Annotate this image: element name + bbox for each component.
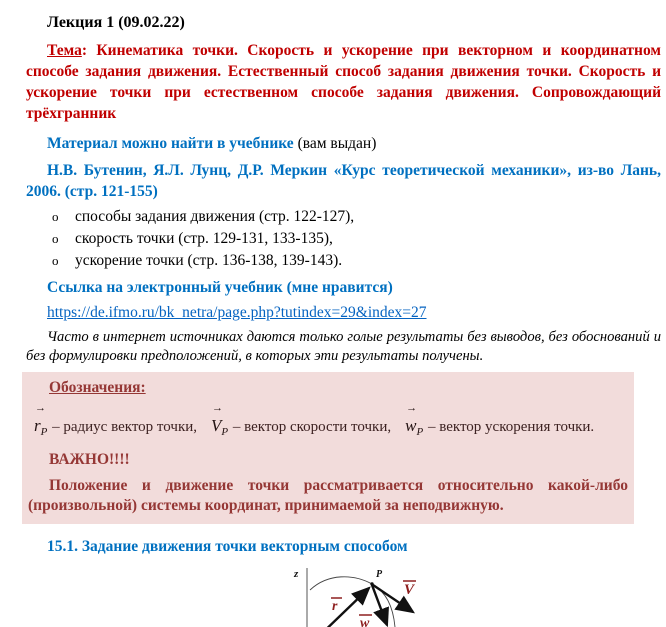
vector-diagram <box>280 564 460 627</box>
definition-text: – вектор ускорения точки. <box>427 419 595 435</box>
section-heading: 15.1. Задание движения точки векторным способом <box>47 538 408 555</box>
important-statement: Положение и движение точки рассматривается относительно какой-либо (произвольной) системы координат, принимаемой за неподвижную. <box>28 477 628 514</box>
list-item <box>26 228 661 250</box>
list-item-text: скорость точки (стр. 129-131, 133-135), <box>75 230 333 247</box>
list-item <box>26 206 661 228</box>
notation-heading <box>28 379 628 397</box>
italic-note: Часто в интернет источниках даются только голые результаты без выводов, без обоснований и без формулировки предположений, в которых эти результаты получены. <box>26 329 661 364</box>
point-p-label: P <box>376 569 383 580</box>
acceleration-vector-symbol <box>405 402 424 438</box>
ebook-link-paragraph <box>26 304 661 322</box>
symbol-letter: r <box>34 416 41 435</box>
vector-arrow-icon: → <box>212 402 224 414</box>
symbol-subscript: P <box>416 426 424 438</box>
acceleration-vector-arrow <box>372 585 387 625</box>
material-lead: Материал можно найти в учебнике <box>47 135 294 152</box>
lecture-title: Лекция 1 (09.02.22) <box>47 14 185 31</box>
symbol-letter: w <box>405 416 417 435</box>
theme-text: : Кинематика точки. Скорость и ускорение при векторном и координатном способе задания движения. Естественный способ задания движения точки. Скорость и ускорение точки при естественном способе задания движения. Сопровождающий трёхгранник <box>26 42 661 122</box>
vector-figure <box>26 564 661 627</box>
acceleration-definition <box>405 402 595 438</box>
bullet-icon: o <box>52 231 59 246</box>
material-paragraph <box>26 135 661 153</box>
symbol-subscript: P <box>40 426 48 438</box>
radius-definition <box>34 402 198 438</box>
definition-text: – радиус вектор точки, <box>52 419 198 435</box>
notation-formula <box>34 402 628 438</box>
vector-arrow-icon: → <box>35 402 46 414</box>
theme-paragraph <box>26 40 661 124</box>
material-tail: (вам выдан) <box>293 135 377 152</box>
list-item-text: ускорение точки (стр. 136-138, 139-143). <box>75 252 343 269</box>
notation-heading-text: Обозначения: <box>49 379 146 396</box>
important-label: ВАЖНО!!!! <box>49 451 130 468</box>
vector-arrow-icon: → <box>406 402 418 414</box>
definition-text: – вектор скорости точки, <box>232 419 392 435</box>
theme-label: Тема <box>47 42 82 59</box>
velocity-definition <box>211 402 392 438</box>
ebook-link[interactable]: https://de.ifmo.ru/bk_netra/page.php?tutindex=29&index=27 <box>47 304 427 321</box>
symbol-letter: V <box>211 416 222 435</box>
ebook-heading: Ссылка на электронный учебник (мне нравится) <box>47 279 393 296</box>
radius-vector-symbol <box>34 402 48 438</box>
bullet-icon: o <box>52 209 59 224</box>
list-item <box>26 250 661 272</box>
z-axis-label: z <box>294 568 299 580</box>
trajectory-curve <box>310 577 395 627</box>
velocity-vector-symbol <box>211 402 229 438</box>
symbol-subscript: P <box>221 426 229 438</box>
velocity-label: V <box>404 582 415 598</box>
list-item-text: способы задания движения (стр. 122-127), <box>75 208 355 225</box>
reading-list <box>26 206 661 272</box>
acceleration-label: w <box>360 616 370 627</box>
notation-box <box>22 372 634 524</box>
point-p-dot <box>370 582 373 585</box>
bullet-icon: o <box>52 253 59 268</box>
radius-label: r <box>332 599 338 614</box>
book-reference: Н.В. Бутенин, Я.Л. Лунц, Д.Р. Меркин «Курс теоретической механики», из-во Лань, 2006. (стр. 121-155) <box>26 162 661 200</box>
